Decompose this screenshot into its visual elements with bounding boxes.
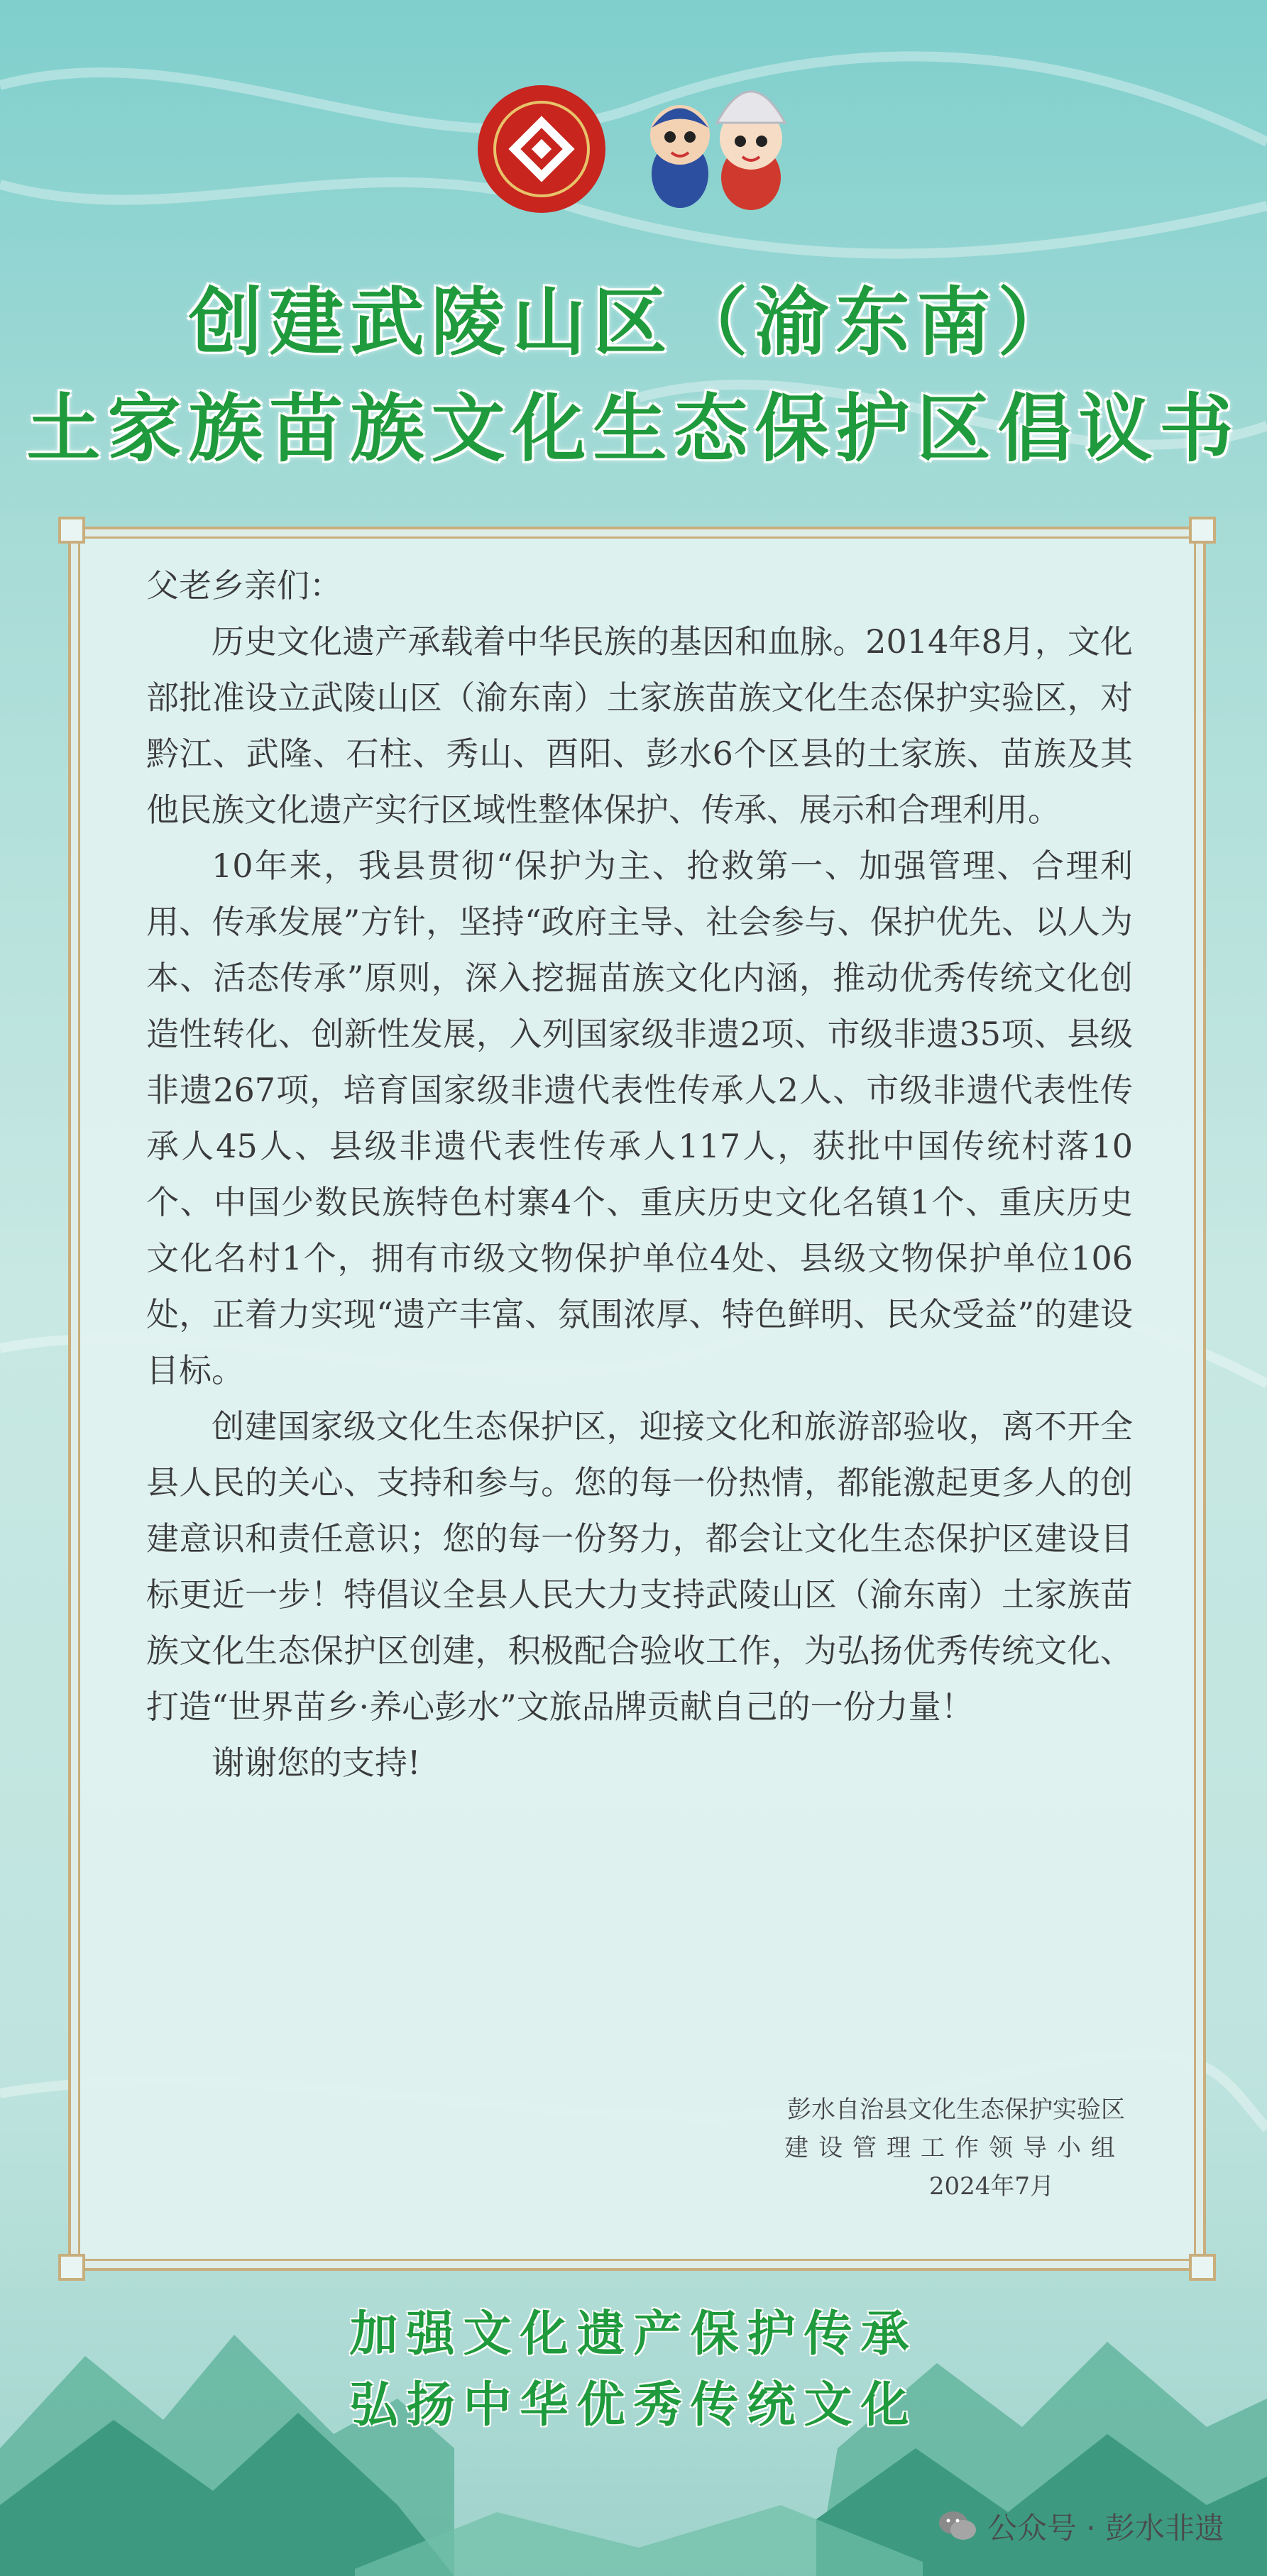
title-line-2: 土家族苗族文化生态保护区倡议书 bbox=[26, 385, 1241, 472]
mascots-image bbox=[630, 67, 801, 216]
corner-ornament bbox=[1189, 517, 1216, 544]
signature-org-2: 建设管理工作领导小组 bbox=[784, 2134, 1125, 2162]
paragraph-3: 创建国家级文化生态保护区，迎接文化和旅游部验收，离不开全县人民的关心、支持和参与。您的每一份热情，都能激起更多人的创建意识和责任意识；您的每一份努力，都会让文化生态保护区建设目标更近一步！特倡议全县人民大力支持武陵山区（渝东南）土家族苗族文化生态保护区创建，积极配合验收工作，为弘扬优秀传统文化、打造“世界苗乡·养心彭水”文旅品牌贡献自己的一份力量！ bbox=[146, 1407, 1133, 1726]
letter-body bbox=[146, 558, 1133, 1791]
slogan-line-1: 加强文化遗产保护传承 bbox=[349, 2306, 918, 2362]
logo-row bbox=[0, 67, 1267, 224]
watermark bbox=[938, 2505, 1224, 2548]
corner-ornament bbox=[58, 517, 85, 544]
greeting: 父老乡亲们： bbox=[146, 566, 342, 605]
slogan-line-2: 弘扬中华优秀传统文化 bbox=[349, 2377, 918, 2433]
watermark-label: 公众号 · 彭水非遗 bbox=[987, 2511, 1224, 2545]
paragraph-2: 10年来，我县贯彻“保护为主、抢救第一、加强管理、合理利用、传承发展”方针，坚持“政府主导、社会参与、保护优先、以人为本、活态传承”原则，深入挖掘苗族文化内涵，推动优秀传统文化创造性转化、创新性发展，入列国家级非遗2项、市级非遗35项、县级非遗267项，培育国家级非遗代表性传承人2人、市级非遗代表性传承人45人、县级非遗代表性传承人117人，获批中国传统村落10个、中国少数民族特色村寨4个、重庆历史文化名镇1个、重庆历史文化名村1个，拥有市级文物保护单位4处、县级文物保护单位106处，正着力实现“遗产丰富、氛围浓厚、特色鲜明、民众受益”的建设目标。 bbox=[146, 847, 1133, 1389]
signature-org-1: 彭水自治县文化生态保护实验区 bbox=[787, 2096, 1125, 2124]
paragraph-1: 历史文化遗产承载着中华民族的基因和血脉。2014年8月，文化部批准设立武陵山区（渝东南）土家族苗族文化生态保护实验区，对黔江、武隆、石柱、秀山、酉阳、彭水6个区县的土家族、苗族及其他民族文化遗产实行区域性整体保护、传承、展示和合理利用。 bbox=[146, 622, 1133, 829]
letter-panel bbox=[68, 527, 1206, 2271]
wechat-icon bbox=[938, 2510, 977, 2543]
thanks-line: 谢谢您的支持! bbox=[212, 1744, 421, 1782]
title-line-1: 创建武陵山区（渝东南） bbox=[188, 279, 1079, 365]
signature-date: 2024年7月 bbox=[928, 2172, 1054, 2201]
signature-block bbox=[784, 2091, 1125, 2206]
intangible-heritage-emblem bbox=[474, 82, 609, 216]
